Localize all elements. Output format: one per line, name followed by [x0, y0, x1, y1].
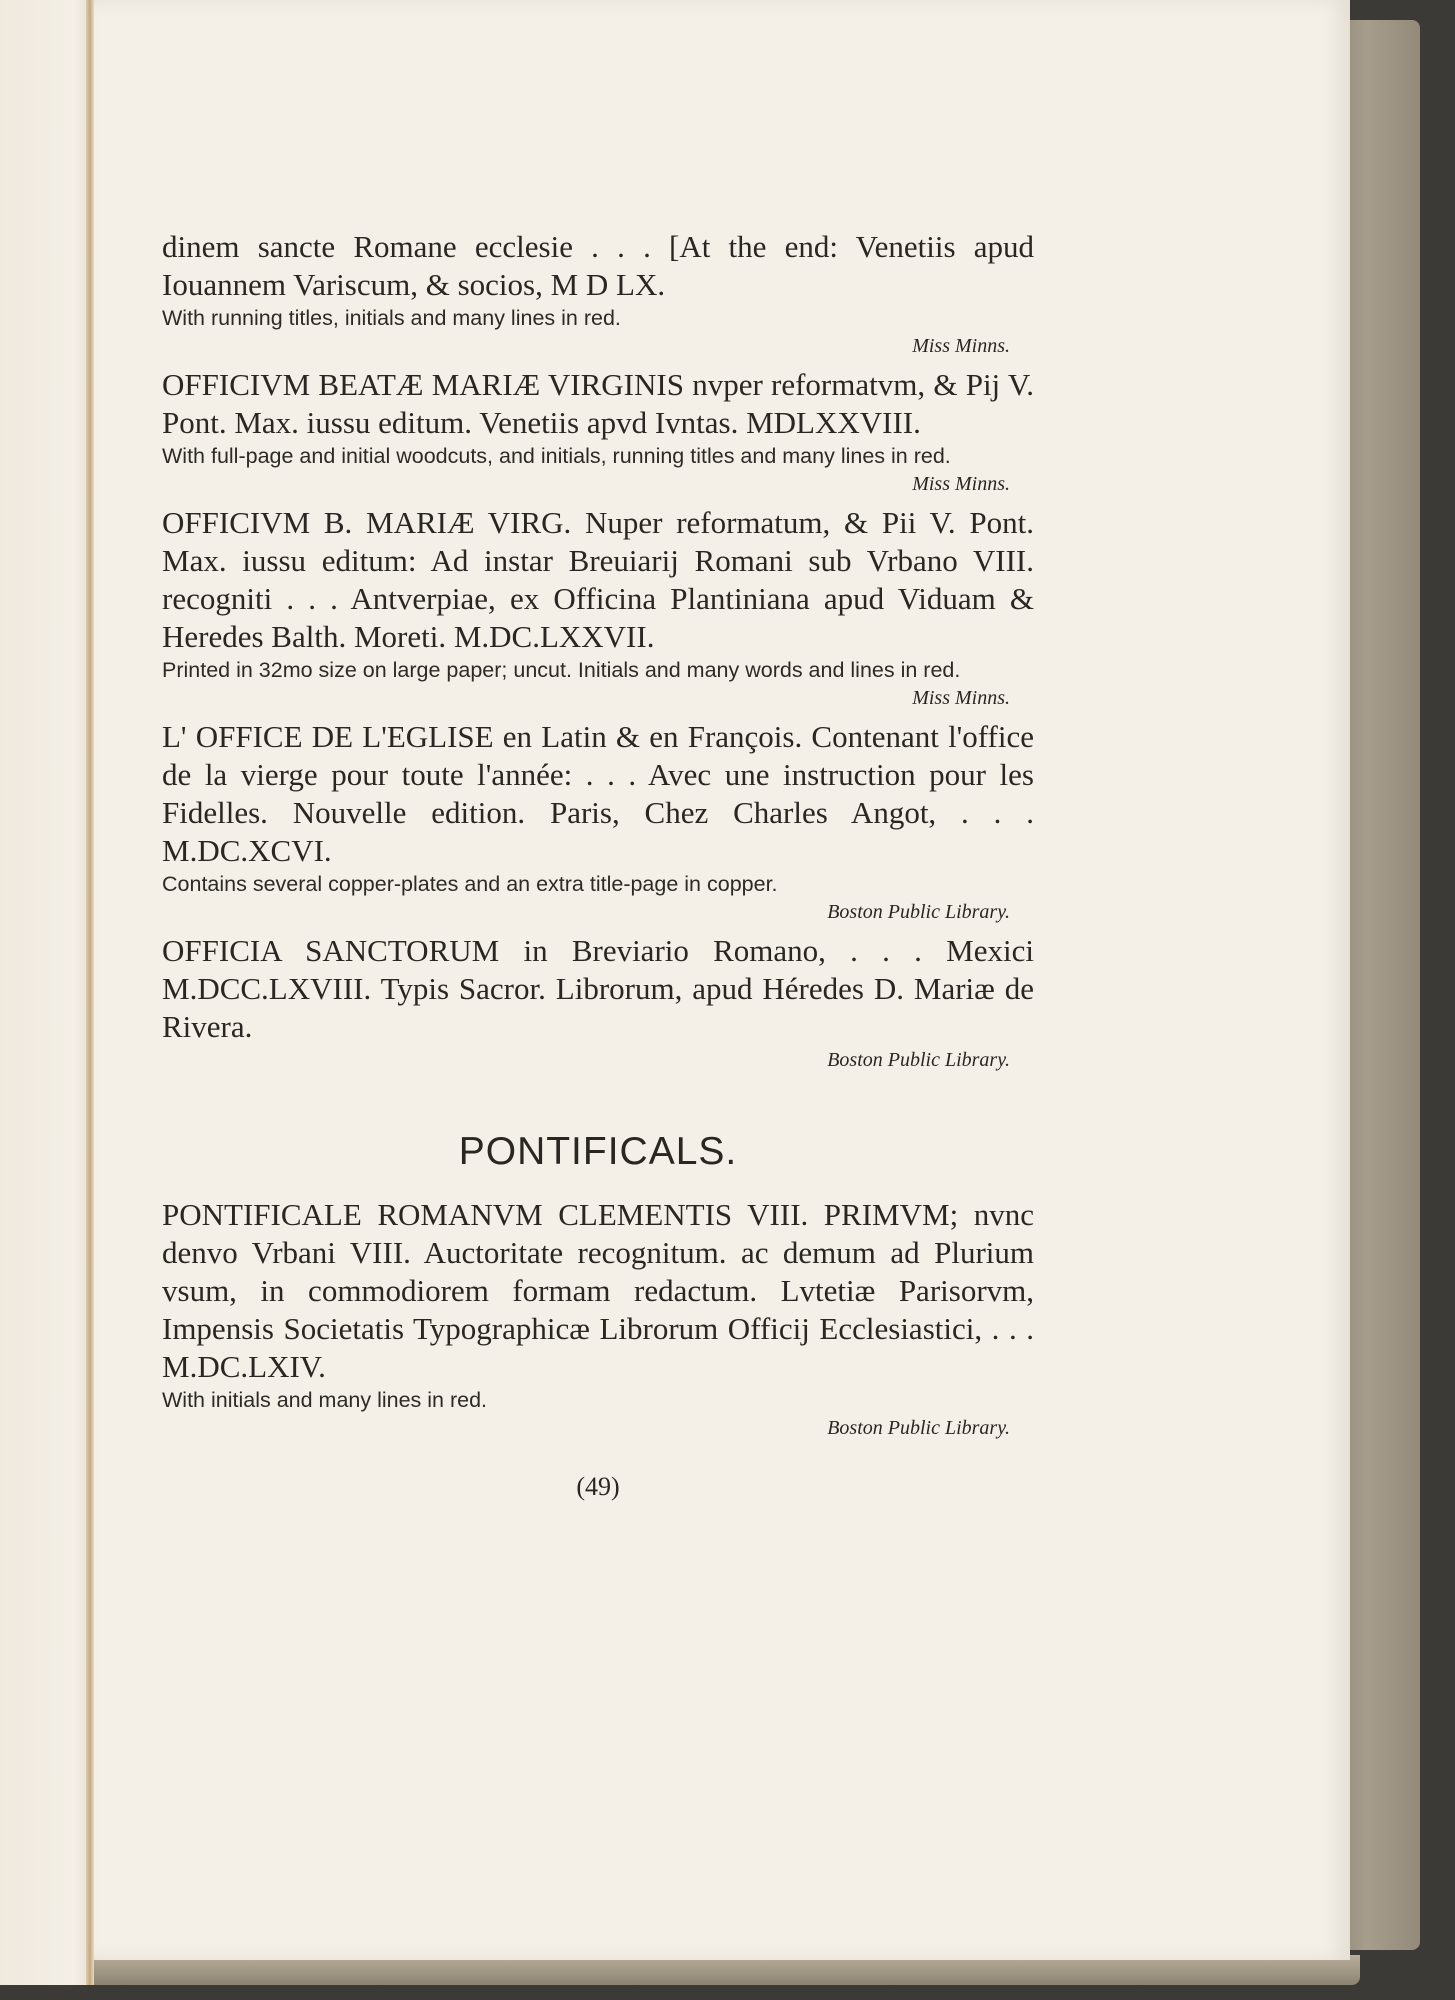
entry-note: With running titles, initials and many lines in red.	[162, 306, 621, 330]
entry-1	[162, 228, 1034, 360]
entry-title: dinem sancte Romane ecclesie . . . [At the end: Venetiis apud Iouannem Variscum, & socios, M D LX.	[162, 229, 1034, 302]
entry-note: With initials and many lines in red.	[162, 1388, 488, 1412]
entry-note: Contains several copper-plates and an extra title-page in copper.	[162, 872, 778, 896]
entry-note: Printed in 32mo size on large paper; uncut. Initials and many words and lines in red.	[162, 658, 961, 682]
entry-owner: Miss Minns.	[912, 335, 1010, 357]
page-text	[162, 228, 1034, 1502]
entry-owner: Miss Minns.	[912, 687, 1010, 709]
entry-5	[162, 932, 1034, 1074]
entry-title: OFFICIVM B. MARIÆ VIRG. Nuper reformatum, & Pii V. Pont. Max. iussu editum: Ad instar Breuiarij Romani sub Vrbano VIII. recogniti . . . Antverpiae, ex Officina Plantiniana apud Viduam & Heredes Balth. Moreti. M.DC.LXXVII.	[162, 505, 1034, 654]
left-page	[0, 0, 92, 1985]
entry-4	[162, 718, 1034, 926]
entry-title: OFFICIA SANCTORUM in Breviario Romano, . . . Mexici M.DCC.LXVIII. Typis Sacror. Librorum, apud Héredes D. Mariæ de Rivera.	[162, 933, 1034, 1044]
entry-owner: Miss Minns.	[912, 473, 1010, 495]
entry-title: PONTIFICALE ROMANVM CLEMENTIS VIII. PRIMVM; nvnc denvo Vrbani VIII. Auctoritate recognitum. ac demum ad Plurium vsum, in commodiorem formam redactum. Lvtetiæ Parisorvm, Impensis Societatis Typographicæ Librorum Officij Ecclesiastici, . . . M.DC.LXIV.	[162, 1197, 1034, 1384]
entry-owner: Boston Public Library.	[827, 901, 1010, 923]
entry-title: L' OFFICE DE L'EGLISE en Latin & en François. Contenant l'office de la vierge pour toute l'année: . . . Avec une instruction pour les Fidelles. Nouvelle edition. Paris, Chez Charles Angot, . . . M.DC.XCVI.	[162, 719, 1034, 868]
entry-3	[162, 504, 1034, 712]
page-number: (49)	[576, 1472, 620, 1501]
entry-title: OFFICIVM BEATÆ MARIÆ VIRGINIS nvper reformatvm, & Pij V. Pont. Max. iussu editum. Venetiis apvd Ivntas. MDLXXVIII.	[162, 367, 1034, 440]
book-gutter	[86, 0, 94, 1985]
entry-owner: Boston Public Library.	[827, 1417, 1010, 1439]
entry-6	[162, 1196, 1034, 1442]
section-heading: PONTIFICALS.	[458, 1130, 738, 1173]
entry-owner: Boston Public Library.	[827, 1049, 1010, 1071]
entry-2	[162, 366, 1034, 498]
entry-note: With full-page and initial woodcuts, and initials, running titles and many lines in red.	[162, 444, 951, 468]
